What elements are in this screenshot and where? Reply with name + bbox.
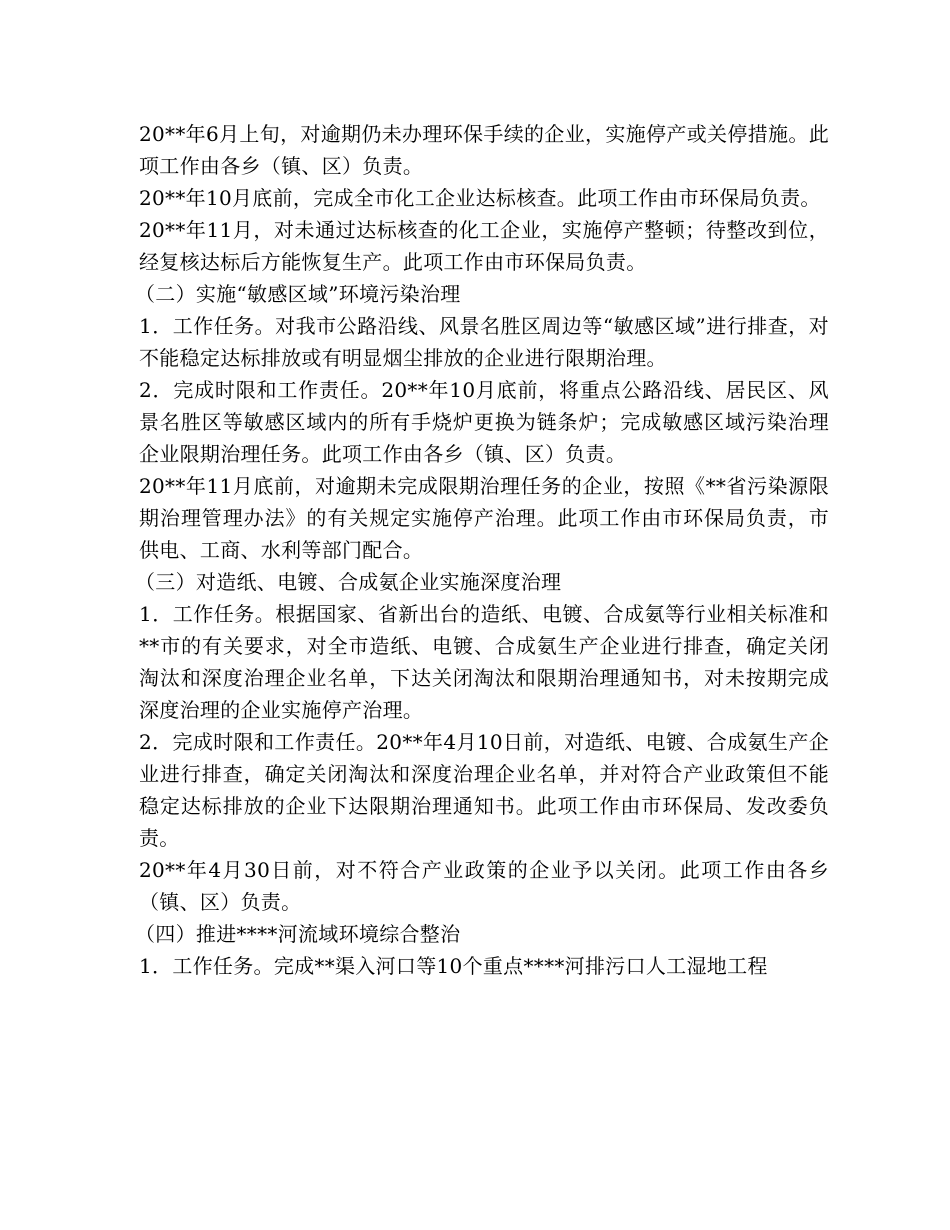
paragraph: 1．工作任务。根据国家、省新出台的造纸、电镀、合成氨等行业相关标准和**市的有关要求，对全市造纸、电镀、合成氨生产企业进行排查，确定关闭淘汰和深度治理企业名单，下达关闭淘汰和限期治理通知书，对未按期完成深度治理的企业实施停产治理。: [139, 602, 829, 722]
paragraph: 20**年11月，对未通过达标核查的化工企业，实施停产整顿；待整改到位，经复核达标后方能恢复生产。此项工作由市环保局负责。: [139, 218, 829, 274]
paragraph: 1．工作任务。对我市公路沿线、风景名胜区周边等“敏感区域”进行排查，对不能稳定达标排放或有明显烟尘排放的企业进行限期治理。: [139, 314, 829, 370]
paragraph: 20**年6月上旬，对逾期仍未办理环保手续的企业，实施停产或关停措施。此项工作由各乡（镇、区）负责。: [139, 122, 829, 178]
section-heading: （三）对造纸、电镀、合成氨企业实施深度治理: [135, 570, 562, 594]
paragraph: 2．完成时限和工作责任。20**年10月底前，将重点公路沿线、居民区、风景名胜区等敏感区域内的所有手烧炉更换为链条炉；完成敏感区域污染治理企业限期治理任务。此项工作由各乡（镇、区）负责。: [139, 378, 829, 466]
section-heading: （四）推进****河流域环境综合整治: [135, 922, 461, 946]
paragraph: 20**年4月30日前，对不符合产业政策的企业予以关闭。此项工作由各乡（镇、区）负责。: [139, 858, 829, 914]
paragraph: 20**年10月底前，完成全市化工企业达标核查。此项工作由市环保局负责。: [139, 186, 821, 210]
section-heading: （二）实施“敏感区域”环境污染治理: [135, 282, 461, 306]
document-body: [135, 118, 829, 982]
paragraph: 20**年11月底前，对逾期未完成限期治理任务的企业，按照《**省污染源限期治理管理办法》的有关规定实施停产治理。此项工作由市环保局负责，市供电、工商、水利等部门配合。: [139, 474, 829, 562]
paragraph: 2．完成时限和工作责任。20**年4月10日前，对造纸、电镀、合成氨生产企业进行排查，确定关闭淘汰和深度治理企业名单，并对符合产业政策但不能稳定达标排放的企业下达限期治理通知书。此项工作由市环保局、发改委负责。: [139, 730, 829, 850]
paragraph: 1．工作任务。完成**渠入河口等10个重点****河排污口人工湿地工程: [139, 954, 768, 978]
